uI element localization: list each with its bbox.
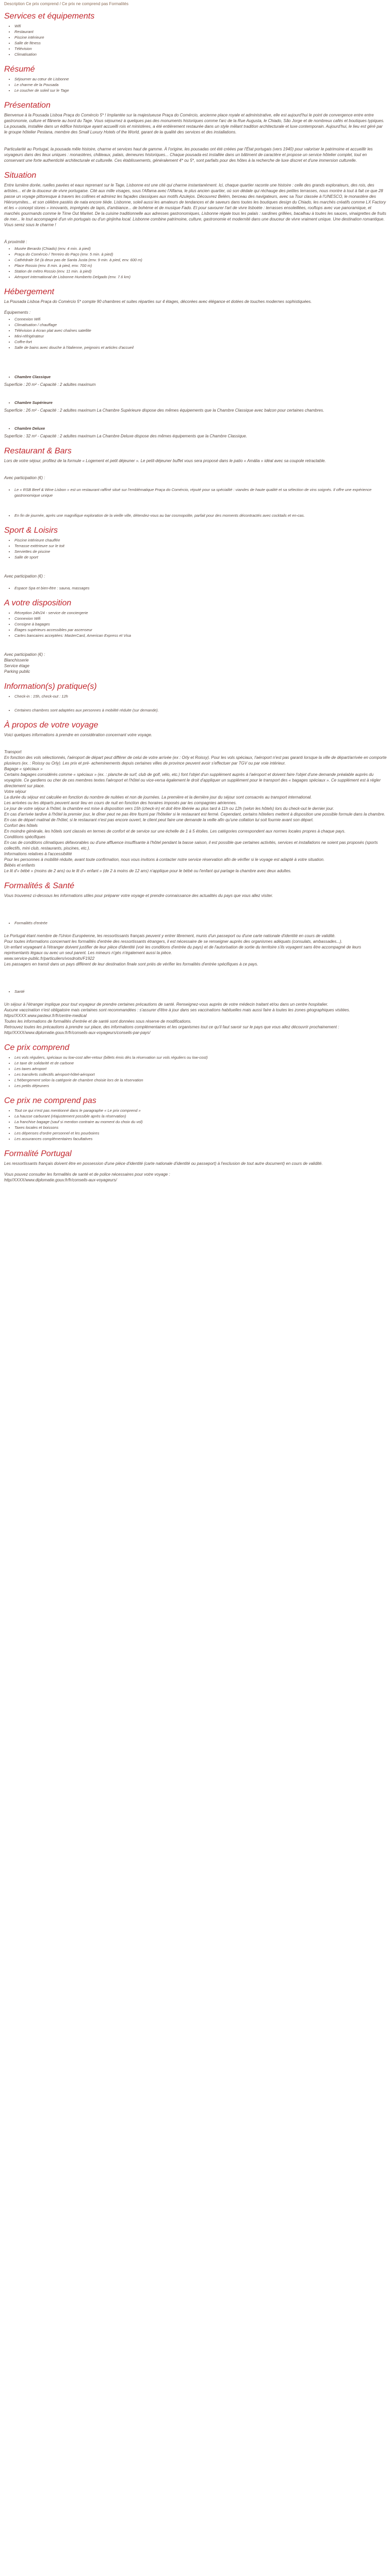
prix-exclus-section xyxy=(4,1096,387,1142)
formalites-line: Pour toutes informations concernant les formalités d'entrée des ressortissants étrangers, il est nécessaire de se renseigner auprès des organismes adéquats (consulats, ambassades...). xyxy=(4,939,343,944)
list-item: • Télévision xyxy=(14,46,387,52)
list-item: • Séjourner au cœur de Lisbonne xyxy=(14,76,387,82)
resume-section xyxy=(4,64,387,93)
list-item: • Connexion Wifi xyxy=(14,316,387,322)
presentation-paragraph: Particularité au Portugal, la pousada mêle histoire, charme et services haut de gamme. À l'origine, les pousadas ont été créées par l'État portugais (vers 1940) pour valoriser le patrimoine et accueillir les voyageurs dans des lieux uniques : monastères, châteaux, palais, demeures historiques... Chaque pousada est installée dans un bâtiment de caractère et propose un service hôtelier complet, tout en conservant une forte authenticité architecturale et culturelle. Ces établissements, généralement 4* ou 5*, sont parfaits pour des hôtes à la recherche de luxe discret et d'une immersion culturelle. xyxy=(4,147,373,163)
list-item: • Terrasse extérieure sur le toit xyxy=(14,543,387,549)
disposition-title: A votre disposition xyxy=(4,599,72,607)
equipment-label: Équipements : xyxy=(4,310,31,315)
list-item: • Consigne à bagages xyxy=(14,621,387,627)
list-item: • En fin de journée, après une magnifique exploration de la vieille ville, détendez-vous au bar cosmopolite, parfait pour des moments décontractés avec cocktails et en-cas. xyxy=(14,513,387,518)
formalites-intro: Vous trouverez ci-dessous les informations utiles pour préparer votre voyage et prendre connaissance des actualités du pays que vous allez visiter. xyxy=(4,893,273,898)
hebergement-title: Hébergement xyxy=(4,287,54,296)
list-item: • Coffre-fort xyxy=(14,339,387,345)
list-item: • Étages supérieurs accessibles par ascenseur xyxy=(14,627,387,633)
room-name xyxy=(14,374,387,380)
list-item: • Salle de sport xyxy=(14,554,387,560)
disposition-list xyxy=(4,610,387,638)
sport-title: Sport & Loisirs xyxy=(4,526,58,535)
apropos-intro: Voici quelques informations à prendre en considération concernant votre voyage. xyxy=(4,733,152,737)
formalites-sub-list xyxy=(4,920,387,926)
list-item: • Le charme de la Pousada xyxy=(14,82,387,88)
document xyxy=(0,0,391,1190)
list-item: • Connexion Wifi xyxy=(14,616,387,621)
apropos-line: En cas de conditions climatiques défavorables ou d'une affluence insuffisante à l'hôtel pendant la basse saison, il est possible que certaines activités, services et installations ne soient pas proposés (sports collectifs, mini club, restaurants, piscines, etc.). xyxy=(4,840,378,851)
proximity-label: À proximité : xyxy=(4,240,27,244)
list-item: • Cathédrale Sé (à deux pas de Santa Justa (env. 9 min. à pied, env. 600 m) xyxy=(14,257,387,263)
apropos-line: En cas d'arrivée tardive à l'hôtel la premier jour, le dîner peut ne pas être fourni par l'hôtelier si le restaurant est fermé. Cependant, certains hôteliers mettent à disposition une possible formule dans la chambre. En cas de départ matinal de l'hôtel, si le restaurant n'est pas encore ouvert, le client peut faire une demande la veille afin qu'une collation lui soit fournie avant son départ. xyxy=(4,812,385,822)
list-item: • Cartes bancaires acceptées: MasterCard, American Express et Visa xyxy=(14,633,387,638)
services-title: Services et équipements xyxy=(4,12,95,21)
formalites-line: Un séjour à l'étranger implique pour tout voyageur de prendre certaines précautions de santé. Renseignez-vous auprès de votre médecin traitant et/ou dans un centre hospitalier. xyxy=(4,1002,329,1007)
apropos-line: Transport xyxy=(4,750,22,754)
list-item: • Espace Spa et bien-être : sauna, massages xyxy=(14,585,387,591)
list-item: • Climatisation / chauffage xyxy=(14,322,387,328)
list-item: • Les petits déjeuners xyxy=(14,1083,387,1089)
list-item: • Santé xyxy=(14,989,387,994)
formalite-portugal-link[interactable]: http//XXXX/www.diplomatie.gouv.fr/fr/conseils-aux-voyageurs/ xyxy=(4,1178,117,1182)
list-item: • Les transferts collectifs aéroport-hôtel-aéroport xyxy=(14,1072,387,1077)
list-item: • Restaurant xyxy=(14,29,387,35)
formalites-sub-list xyxy=(4,989,387,994)
resume-list xyxy=(4,76,387,93)
apropos-line: Certains bagages considérés comme « spéciaux » (ex. : planche de surf, club de golf, vélo, etc.) font l'objet d'un supplément auprès à l'aéroport et doivent faire l'objet d'une demande préalable auprès du voyagiste. Ce gardiens ou cher de ces membres textes l'aéroport et l'hôtel ou vice-versa également le droit d'appliquer un supplément pour le transport des « bagages spéciaux ». Ce supplément est à régler directement sur place. xyxy=(4,772,381,788)
list-item: • Les dépenses d'ordre personnel et les pourboires xyxy=(14,1130,387,1136)
room-name xyxy=(14,426,387,431)
room-description: Superficie : 32 m² - Capacité : 2 adultes maximum La Chambre Deluxe dispose des mêmes équipements que la Chambre Classique. xyxy=(4,434,247,438)
apropos-line: La durée du séjour est calculée en fonction du nombre de nuitées et non de journées. La première et la dernière jour du séjour sont consacrés au transport international. xyxy=(4,795,312,800)
room-name xyxy=(14,400,387,405)
list-item: • Piscine intérieure chauffée xyxy=(14,537,387,543)
prix-inclus-list xyxy=(4,1055,387,1089)
formalites-section xyxy=(4,881,387,1036)
formalites-line: Un enfant voyageant à l'étranger doivent justifier de leur pièce d'identité (voir les conditions d'entrée du pays) et de l'autorisation de sortie du territoire s'ils voyagent sans être accompagné de leurs représentants légaux ou avec un seul parent. Les mineurs n'gés n'également aussi la pièce. xyxy=(4,945,362,955)
infos-list xyxy=(4,693,387,699)
restaurant-title: Restaurant & Bars xyxy=(4,447,72,455)
formalites-line: Aucune vaccination n'est obligatoire mais certaines sont recommandées : s'assurer d'être à jour dans ses vaccinations habituelles mais aussi faire à toutes les zones géographiques visitées. xyxy=(4,1008,350,1012)
list-item: • Le « RSB Beef & Wine Lisbon » est un restaurant raffiné situé sur l'emblématique Praça do Comércio, réputé pour sa spécialité : viandes de haute qualité et sa sélection de vins soignés. Il offre une expérience gastronomique unique xyxy=(14,487,387,498)
formalites-line: Les passagers en transit dans un pays différent de leur destination finale sont priés de vérifier les formalités d'entrée spécifiques à ce pays. xyxy=(4,962,258,967)
services-list xyxy=(4,23,387,57)
room-name-text: Chambre Deluxe xyxy=(14,426,45,431)
list-item: • Certaines chambres sont adaptées aux personnes à mobilité réduite (sur demande). xyxy=(14,707,387,713)
list-item: • Serviettes de piscine xyxy=(14,549,387,554)
list-item: • Taxes locales et boissons xyxy=(14,1125,387,1130)
list-item: • Le coucher de soleil sur le Tage xyxy=(14,88,387,93)
room-list xyxy=(4,374,387,380)
list-item: • L'hébergement selon la catégorie de chambre choisie lors de la réservation xyxy=(14,1077,387,1083)
prix-exclus-title: Ce prix ne comprend pas xyxy=(4,1096,96,1105)
prix-inclus-section xyxy=(4,1043,387,1089)
list-item: • Salle de bains avec douche à l'italienne, peignoirs et articles d'accueil xyxy=(14,345,387,350)
disposition-section xyxy=(4,598,387,674)
list-item: • Réception 24h/24 - service de conciergerie xyxy=(14,610,387,616)
apropos-line: Pour les personnes à mobilité réduite, avant toute confirmation, nous vous invitons à contacter notre service réservation afin de vérifier si le voyage est adapté à votre situation. xyxy=(4,857,325,862)
situation-paragraph: Entre lumière dorée, ruelles pavées et eaux reprenant sur le Tage, Lisbonne est une cité qui charme instantanément. Ici, chaque quartier raconte une histoire : celle des grands explorateurs, des rois, des artistes... et de la douceur de vivre portugaise. Cité aux mille visages, sous l'Alfama avec l'Alfama, le plus ancien quartier, où son dédale qui réchauge des petites terrasses, nous montre à tout à fait ce que 28 passe un voyage pittoresque à travers les collines et admirez les façades classiques aux motifs Azulejos. Découvrez Belém, berceau des navigateurs, avec sa Tour classée à l'UNESCO, le monastère des Hiéronymites... et son célèbre pastéis de nata encore tiède. Lisbonne, soleil aussi les amateurs de tendances et de saveurs dans toutes les boutiques design du Chiado, les marchés créatifs comme LX Factory et les « concept stores » innovants, imprégnés de tapis, d'ambiance... de bohème et de musique Fado. Et pour savourer l'art de vivre lisboète : terrasses ensoleillées, rooftops avec vue panoramique, et marchés gourmands comme le Time Out Market. De la cuisine traditionnelle aux adresses gastronomiques, Lisbonne régale tous les palais : sardines grillées, bacalhau à toutes les sauces, vinaigrettes de fruits de mer... le tout accompagné d'un vin portugais ou d'un ginjinha local. Lisbonne combine patrimoine, culture, gastronomie et modernité dans une douceur de vivre vraiment unique. Une destination romantique. Vous serez sous le charme ! xyxy=(4,183,386,227)
list-item: • Praça do Comércio / Terreiro do Paço (env. 5 min. à pied) xyxy=(14,251,387,257)
situation-section xyxy=(4,171,387,280)
formalites-title: Formalités & Santé xyxy=(4,882,75,890)
paid-label: Avec participation (€) : xyxy=(4,574,45,579)
restaurant-list xyxy=(4,487,387,498)
list-item: • Télévision à écran plat avec chaînes satellite xyxy=(14,328,387,333)
paid-line: Parking public xyxy=(4,669,30,674)
list-item: • Check-in : 15h, check-out : 12h xyxy=(14,693,387,699)
apropos-line: Bébés et enfants xyxy=(4,863,36,868)
list-item: • Les vols réguliers, spéciaux ou low-cost aller-retour (billets émis dès la réservation sur vols réguliers ou low-cost) xyxy=(14,1055,387,1060)
presentation-title: Présentation xyxy=(4,101,51,110)
list-item: • Station de métro Rossio (env. 11 min. à pied) xyxy=(14,268,387,274)
apropos-line: Bagage « spéciaux » xyxy=(4,767,43,771)
equipment-list xyxy=(4,316,387,350)
proximity-list xyxy=(4,246,387,280)
list-item: • Wifi xyxy=(14,23,387,29)
list-item: • La hausse carburant (réajustement possible après la réservation) xyxy=(14,1113,387,1119)
list-item: • Les taxes aéroport xyxy=(14,1066,387,1072)
formalite-portugal-title: Formalité Portugal xyxy=(4,1149,72,1158)
apropos-line: Conditions spécifiques xyxy=(4,835,46,839)
formalites-line: Retrouvez toutes les précautions à prendre sur place, des informations complémentaires et les organismes tout ce qu'il faut savoir sur le pays que vous allez découvrir prochainement : xyxy=(4,1025,339,1029)
list-item: • Salle de fitness xyxy=(14,40,387,46)
apropos-title: À propos de votre voyage xyxy=(4,721,99,730)
infos-section xyxy=(4,682,387,713)
prix-exclus-list xyxy=(4,1108,387,1142)
formalite-portugal-line: Les ressortissants français doivent être en possession d'une pièce d'identité (carte nationale d'identité ou passeport) à l'exclusion de tout autre document) en cours de validité. xyxy=(4,1161,323,1166)
formalite-portugal-line: Vous pouvez consulter les formalités de santé et de police nécessaires pour votre voyage : xyxy=(4,1172,170,1177)
presentation-section xyxy=(4,100,387,163)
room-description: Superficie : 20 m² - Capacité : 2 adultes maximum xyxy=(4,382,96,387)
formalites-line: Toutes les informations de formalités d'entrée et de santé sont données sous réserve de modifications. xyxy=(4,1019,192,1024)
list-item: • Climatisation xyxy=(14,52,387,57)
paid-label: Avec participation (€) : xyxy=(4,652,45,657)
formalites-link[interactable]: www.service-public.fr/particuliers/vosdroits/F1922 xyxy=(4,956,95,961)
formalite-portugal-section xyxy=(4,1149,387,1183)
restaurant-list xyxy=(4,513,387,518)
list-item: • Mini-réfrigérateur xyxy=(14,333,387,339)
services-section xyxy=(4,11,387,57)
paid-line: Service étage xyxy=(4,664,29,668)
list-item: • Place Rossio (env. 8 min. à pied, env. 700 m) xyxy=(14,263,387,268)
apropos-line: Confort des hôtels xyxy=(4,823,38,828)
restaurant-section xyxy=(4,446,387,518)
sport-section xyxy=(4,526,387,591)
room-list xyxy=(4,426,387,431)
presentation-paragraph: Bienvenue à la Pousada Lisboa Praça do Comércio 5* ! Implantée sur la majestueuse Praça do Comércio, ancienne place royale et administrative, elle est aujourd'hui le point de convergence entre entre gastronomie, culture et flânerie au bord du Tage. Vous séjournez à quelques pas des monuments historiques comme l'arc de la Rue Augusta, le Chiado, São Jorge et de nombreux cafés et boutiques typiques. La pousada, installée dans un édifice historique ayant accueilli rois et ministères, a été entièrement restaurée dans un style mêlant tradition architecturale et luxe contemporain. Aujourd'hui, le lieu est géré par le groupe hôtelier Pestana, membre des Small Luxury Hotels of the World, garant de la qualité des services et des installations. xyxy=(4,113,385,134)
hebergement-intro: La Pousada Lisboa Praça do Comércio 5* compte 90 chambres et suites réparties sur 4 étages, décorées avec élégance et dotées de touches modernes sophistiquées. xyxy=(4,299,312,304)
apropos-line: En moindre générale, les hôtels sont classés en termes de confort et de service sur une échelle de 1 à 5 étoiles. Les catégories correspondent aux normes locales propres à chaque pays. xyxy=(4,829,346,834)
list-item: • Tout ce qui n'est pas mentionné dans le paragraphe « Le prix comprend » xyxy=(14,1108,387,1113)
hebergement-section xyxy=(4,287,387,439)
sport-list xyxy=(4,537,387,560)
sport-paid-list xyxy=(4,585,387,591)
list-item: • Piscine intérieure xyxy=(14,35,387,40)
room-name-text: Chambre Classique xyxy=(14,375,51,379)
list-item: • Musée Berardo (Chiado) (env. 4 min. à pied) xyxy=(14,246,387,251)
formalites-link[interactable]: https//XXXX.www.pasteur.fr/fr/centre-medical xyxy=(4,1013,87,1018)
apropos-line: Le jour de votre séjour à l'hôtel, la chambre est mise à disposition vers 15h (check-in) et doit être libérée au plus tard à 11h ou 12h (selon les hôtels) lors du check-out le dernier jour. xyxy=(4,806,334,811)
apropos-section xyxy=(4,720,387,874)
formalites-line: Le Portugal étant membre de l'Union Européenne, les ressortissants français peuvent y entrer librement, munis d'un passeport ou d'une carte nationale d'identité en cours de validité. xyxy=(4,934,336,938)
formalites-link[interactable]: http//XXXX/www.diplomatie.gouv.fr/fr/conseils-aux-voyageurs/conseils-par-pays/ xyxy=(4,1030,151,1035)
infos-title: Information(s) pratique(s) xyxy=(4,682,97,691)
prix-inclus-title: Ce prix comprend xyxy=(4,1043,70,1052)
infos-list xyxy=(4,707,387,713)
apropos-line: Les arrivées ou les départs peuvent avoir lieu en cours de nuit en fonction des horaires imposés par les compagnies aériennes. xyxy=(4,801,237,805)
list-item: • Le taxe de solidarité et de carbone xyxy=(14,1060,387,1066)
list-item: • Les assurances complémentaires facultatives xyxy=(14,1136,387,1142)
room-name-text: Chambre Supérieure xyxy=(14,400,53,405)
apropos-line: Le lit d'« bébé » (moins de 2 ans) ou le lit d'« enfant » (de 2 à moins de 12 ans) n'applique pour le bébé ou l'enfant qui partage la chambre avec deux adultes. xyxy=(4,869,292,873)
apropos-line: Informations relatives à l'accessibilité xyxy=(4,852,72,856)
paid-label: Avec participation (€) : xyxy=(4,476,45,480)
room-description: Superficie : 26 m² - Capacité : 2 adultes maximum La Chambre Supérieure dispose des mêmes équipements que la Chambre Classique avec balcon pour certaines chambres. xyxy=(4,408,324,413)
apropos-line: Votre séjour xyxy=(4,789,26,794)
situation-title: Situation xyxy=(4,171,37,180)
list-item: • La franchise bagage (sauf si mention contraire au moment du choix du vol) xyxy=(14,1119,387,1125)
apropos-line: En fonction des vols sélectionnés, l'aéroport de départ peut différer de celui de votre arrivée (ex : Orly et Roissy). Pour les vols spéciaux, l'aéroport n'est pas garanti lorsque la ville de départ/arrivée en comporte plusieurs (ex. : Roissy ou Orly). Les prix et pré- acheminements depuis certaines villes de province peuvent avoir s'effectuer par TGV ou par voie intérieur. xyxy=(4,755,387,766)
paid-line: Blanchisserie xyxy=(4,658,29,663)
restaurant-intro: Lors de votre séjour, profitez de la formule « Logement et petit déjeuner ». Le petit-déjeuner buffet vous sera proposé dans le patio « Amália » idéal avec sa coupole retractable. xyxy=(4,459,326,463)
resume-title: Résumé xyxy=(4,65,35,74)
list-item: • Formalités d'entrée xyxy=(14,920,387,926)
room-list xyxy=(4,400,387,405)
breadcrumb[interactable]: Description Ce prix comprend / Ce prix ne comprend pas Formalités xyxy=(4,2,128,6)
list-item: • Aéroport international de Lisbonne Humberto Delgado (env. 7.6 km) xyxy=(14,274,387,280)
